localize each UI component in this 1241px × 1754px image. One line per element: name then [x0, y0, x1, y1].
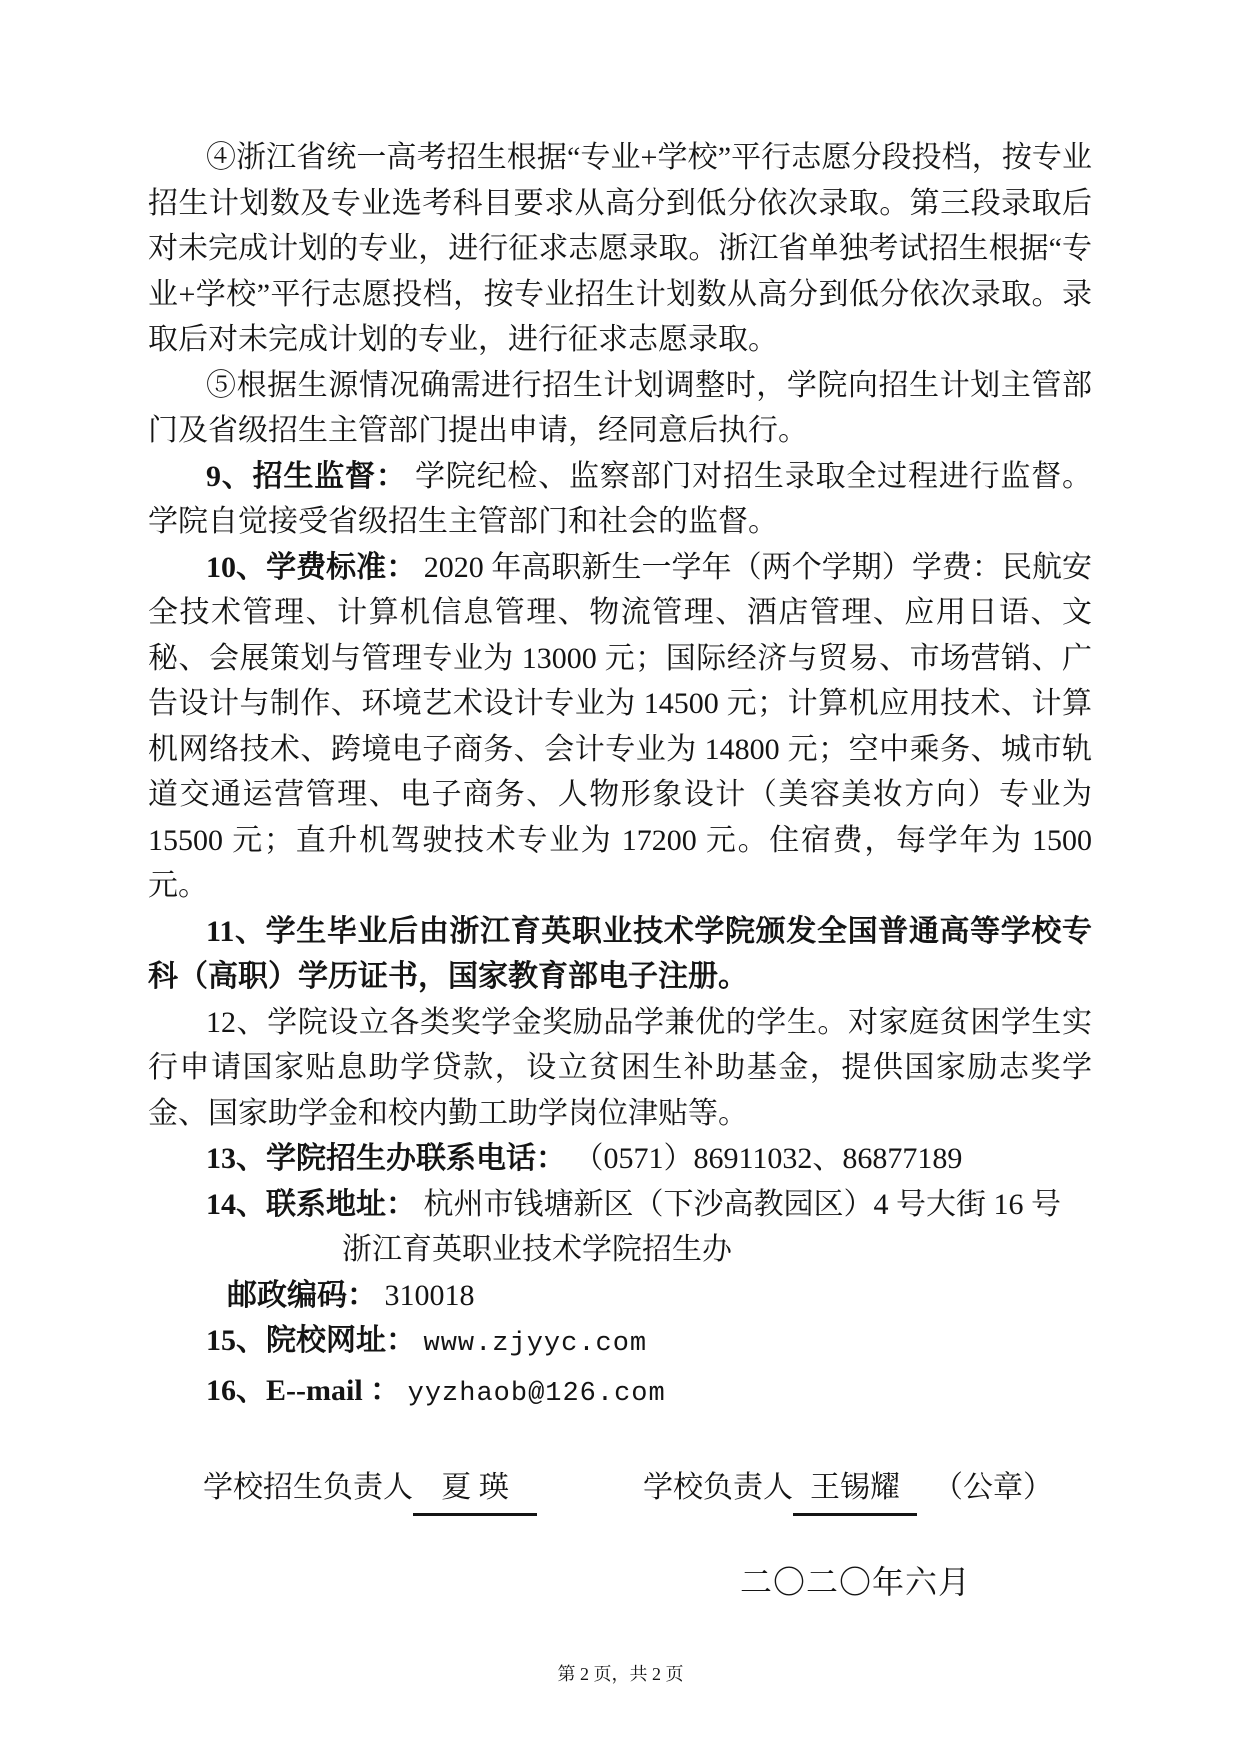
date-line: [148, 1559, 1092, 1605]
section-9-text: 学院纪检、监察部门对招生录取全过程进行监督。学院自觉接受省级招生主管部门和社会的监督。: [148, 459, 1093, 538]
address-line-2: [148, 1227, 1092, 1273]
admission-officer-label: 学校招生负责人: [203, 1471, 413, 1504]
section-13-value: （0571）86911032、86877189: [573, 1142, 963, 1175]
section-13-phone: [148, 1136, 1092, 1182]
section-12-text: 12、学院设立各类奖学金奖励品学兼优的学生。对家庭贫困学生实行申请国家贴息助学贷款，设立贫困生补助基金，提供国家励志奖学金、国家助学金和校内勤工助学岗位津贴等。: [148, 1005, 1092, 1130]
section-11-diploma: [148, 909, 1092, 1000]
address-line-2-text: 浙江育英职业技术学院招生办: [342, 1233, 732, 1266]
page-footer: [0, 1662, 1241, 1686]
section-14-value: 杭州市钱塘新区（下沙高教园区）4 号大街 16 号: [423, 1187, 1061, 1221]
section-11-text: 11、学生毕业后由浙江育英职业技术学院颁发全国普通高等学校专科（高职）学历证书，国家教育部电子注册。: [148, 914, 1092, 993]
postal-code-value: 310018: [384, 1278, 475, 1312]
school-officer-label: 学校负责人: [643, 1471, 793, 1504]
document-content: [148, 135, 1092, 1605]
section-13-label: 13、学院招生办联系电话：: [206, 1142, 566, 1175]
admission-officer-name-underline: 夏 瑛: [413, 1465, 537, 1516]
paragraph-item5-text: ⑤根据生源情况确需进行招生计划调整时，学院向招生计划主管部门及省级招生主管部门提出申请，经同意后执行。: [148, 368, 1092, 447]
paragraph-item4-text: ④浙江省统一高考招生根据“专业+学校”平行志愿分段投档，按专业招生计划数及专业选考科目要求从高分到低分依次录取。第三段录取后对未完成计划的专业，进行征求志愿录取。浙江省单独考试招生根据“专业+学校”平行志愿投档，按专业招生计划数从高分到低分依次录取。录取后对未完成计划的专业，进行征求志愿录取。: [148, 141, 1092, 356]
postal-code-label: 邮政编码：: [227, 1278, 377, 1312]
section-9-label: 9、招生监督：: [206, 459, 407, 493]
postal-code-line: [148, 1273, 1092, 1319]
section-9-supervision: [148, 454, 1092, 545]
website-url: www.zjyyc.com: [423, 1329, 648, 1359]
section-15-label: 15、院校网址：: [206, 1324, 416, 1357]
section-15-website: [148, 1318, 1092, 1368]
seal-note: （公章）: [933, 1471, 1053, 1504]
page-number-text: 第 2 页，共 2 页: [557, 1664, 684, 1684]
section-14-label: 14、联系地址：: [206, 1187, 416, 1221]
section-10-text: 2020 年高职新生一学年（两个学期）学费：民航安全技术管理、计算机信息管理、物流管理、酒店管理、应用日语、文秘、会展策划与管理专业为 13000 元；国际经济与贸易、市场营销、广告设计与制作、环境艺术设计专业为 14500 元；计算机应用技术、计算机网络技术、跨境电子商务、会计专业为 14800 元；空中乘务、城市轨道交通运营管理、电子商务、人物形象设计（美容美妆方向）专业为 15500 元；直升机驾驶技术专业为 17200 元。住宿费，每学年为 1500 元。: [148, 550, 1093, 902]
email-address: yyzhaob@126.com: [407, 1378, 666, 1409]
section-12-scholarship: [148, 1000, 1092, 1137]
school-officer-signature: [643, 1465, 1053, 1516]
date-text: 二〇二〇年六月: [740, 1564, 972, 1600]
section-16-email: [148, 1368, 1092, 1418]
section-10-label: 10、学费标准：: [206, 550, 417, 584]
school-officer-name-underline: 王锡耀: [793, 1465, 917, 1516]
paragraph-item5: [148, 363, 1092, 454]
section-10-tuition: [148, 545, 1092, 909]
admission-officer-signature: [203, 1465, 537, 1516]
paragraph-item4: [148, 135, 1092, 363]
section-16-label: 16、E--mail ：: [206, 1373, 401, 1407]
section-14-address: [148, 1182, 1092, 1228]
signature-row: [148, 1465, 1092, 1515]
